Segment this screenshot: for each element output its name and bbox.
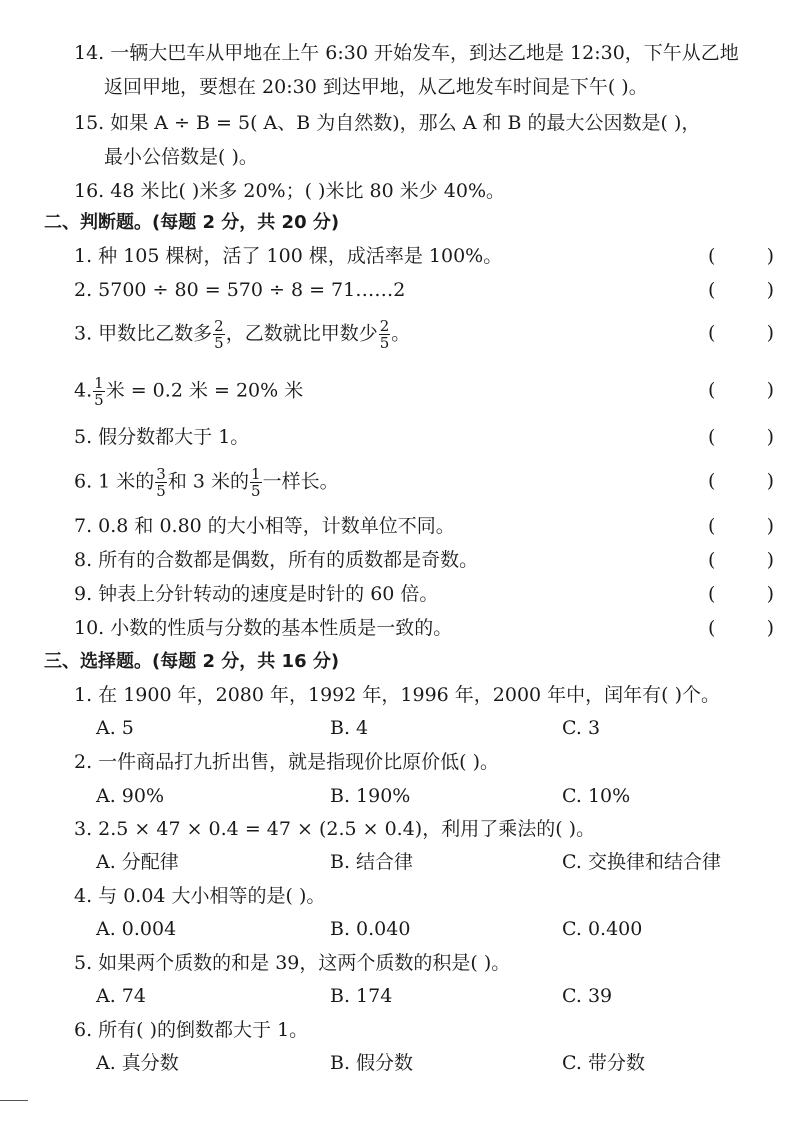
choice-question-6: 6. 所有( )的倒数都大于 1。: [74, 1019, 309, 1041]
paren-open: (: [708, 426, 716, 448]
fraction: [213, 318, 225, 351]
paren-open: (: [708, 322, 716, 344]
judge-q4-text-a: 4.: [74, 379, 93, 402]
judge-q3-text-c: 。: [391, 322, 411, 345]
fraction: [250, 466, 262, 499]
fraction-denominator: 5: [94, 391, 104, 409]
question-15-line2: 最小公倍数是( )。: [104, 146, 258, 168]
judge-question-4: [74, 375, 303, 408]
choice-option-c[interactable]: C. 0.400: [562, 918, 643, 940]
choice-option-b[interactable]: B. 假分数: [330, 1052, 414, 1074]
choice-option-a[interactable]: A. 分配律: [96, 851, 179, 873]
choice-question-2: 2. 一件商品打九折出售，就是指现价比原价低( )。: [74, 751, 500, 773]
answer-paren[interactable]: [708, 466, 774, 496]
choice-option-a[interactable]: A. 5: [96, 717, 134, 739]
fraction: [155, 466, 167, 499]
paren-close: ): [766, 426, 774, 448]
answer-paren[interactable]: [708, 241, 774, 271]
answer-paren[interactable]: [708, 579, 774, 609]
paren-close: ): [766, 549, 774, 571]
page-edge-mark: [0, 1100, 28, 1101]
choice-option-b[interactable]: B. 174: [330, 985, 393, 1007]
answer-paren[interactable]: [708, 511, 774, 541]
choice-option-a[interactable]: A. 90%: [96, 785, 165, 807]
fraction-denominator: 5: [156, 482, 166, 500]
fraction-numerator: 3: [156, 465, 166, 483]
judge-question-8: 8. 所有的合数都是偶数，所有的质数都是奇数。: [74, 549, 479, 571]
choice-question-1: 1. 在 1900 年，2080 年，1992 年，1996 年，2000 年中，闰年有( )个。: [74, 684, 721, 706]
fraction-numerator: 1: [251, 465, 261, 483]
paren-open: (: [708, 515, 716, 537]
choice-question-3: 3. 2.5 × 47 × 0.4 = 47 × (2.5 × 0.4)，利用了乘法的( )。: [74, 818, 596, 840]
paren-open: (: [708, 583, 716, 605]
choice-option-a[interactable]: A. 真分数: [96, 1052, 179, 1074]
judge-q4-text-b: 米 = 0.2 米 = 20% 米: [105, 379, 304, 402]
choice-option-c[interactable]: C. 39: [562, 985, 613, 1007]
paren-close: ): [766, 617, 774, 639]
paren-close: ): [766, 470, 774, 492]
choice-option-c[interactable]: C. 带分数: [562, 1052, 645, 1074]
choice-option-c[interactable]: C. 交换律和结合律: [562, 851, 721, 873]
paren-open: (: [708, 617, 716, 639]
question-14-line1: 14. 一辆大巴车从甲地在上午 6:30 开始发车，到达乙地是 12:30，下午从乙地: [74, 42, 739, 64]
fraction-denominator: 5: [379, 334, 390, 352]
question-15-line1: 15. 如果 A ÷ B = 5( A、B 为自然数)，那么 A 和 B 的最大公因数是( )，: [74, 112, 701, 134]
paren-close: ): [766, 379, 774, 401]
judge-question-3: [74, 318, 410, 351]
choice-option-c[interactable]: C. 3: [562, 717, 601, 739]
paren-close: ): [766, 322, 774, 344]
judge-question-2: 2. 5700 ÷ 80 = 570 ÷ 8 = 71……2: [74, 279, 406, 301]
paren-close: ): [766, 583, 774, 605]
judge-q3-text-b: ，乙数就比甲数少: [225, 322, 378, 345]
judge-q3-text-a: 3. 甲数比乙数多: [74, 322, 213, 345]
section-title-judge: 二、判断题。(每题 2 分，共 20 分): [44, 212, 340, 233]
paren-open: (: [708, 279, 716, 301]
judge-question-7: 7. 0.8 和 0.80 的大小相等，计数单位不同。: [74, 515, 455, 537]
question-14-line2: 返回甲地，要想在 20:30 到达甲地，从乙地发车时间是下午( )。: [104, 76, 648, 98]
fraction: [93, 375, 105, 408]
paren-close: ): [766, 245, 774, 267]
question-16: 16. 48 米比( )米多 20%；( )米比 80 米少 40%。: [74, 180, 505, 202]
choice-option-a[interactable]: A. 74: [96, 985, 146, 1007]
judge-q6-text-a: 6. 1 米的: [74, 470, 155, 493]
answer-paren[interactable]: [708, 545, 774, 575]
section-title-choice: 三、选择题。(每题 2 分，共 16 分): [44, 651, 340, 672]
fraction-denominator: 5: [214, 334, 224, 352]
judge-question-9: 9. 钟表上分针转动的速度是时针的 60 倍。: [74, 583, 439, 605]
judge-q6-text-b: 和 3 米的: [167, 470, 250, 493]
choice-option-b[interactable]: B. 190%: [330, 785, 411, 807]
answer-paren[interactable]: [708, 422, 774, 452]
choice-option-b[interactable]: B. 4: [330, 717, 369, 739]
fraction-numerator: 1: [94, 374, 104, 392]
judge-question-5: 5. 假分数都大于 1。: [74, 426, 250, 448]
choice-question-5: 5. 如果两个质数的和是 39，这两个质数的积是( )。: [74, 952, 511, 974]
choice-option-a[interactable]: A. 0.004: [96, 918, 177, 940]
fraction-numerator: 2: [379, 317, 390, 335]
choice-question-4: 4. 与 0.04 大小相等的是( )。: [74, 885, 326, 907]
judge-q6-text-c: 一样长。: [262, 470, 339, 493]
paren-close: ): [766, 515, 774, 537]
answer-paren[interactable]: [708, 613, 774, 643]
fraction: [379, 318, 391, 351]
paren-open: (: [708, 470, 716, 492]
judge-question-6: [74, 466, 339, 499]
paren-open: (: [708, 549, 716, 571]
answer-paren[interactable]: [708, 375, 774, 405]
judge-question-1: 1. 种 105 棵树，活了 100 棵，成活率是 100%。: [74, 245, 503, 267]
fraction-numerator: 2: [214, 317, 224, 335]
answer-paren[interactable]: [708, 275, 774, 305]
paren-close: ): [766, 279, 774, 301]
paren-open: (: [708, 245, 716, 267]
fraction-denominator: 5: [251, 482, 261, 500]
paren-open: (: [708, 379, 716, 401]
choice-option-b[interactable]: B. 结合律: [330, 851, 414, 873]
answer-paren[interactable]: [708, 318, 774, 348]
judge-question-10: 10. 小数的性质与分数的基本性质是一致的。: [74, 617, 453, 639]
choice-option-c[interactable]: C. 10%: [562, 785, 631, 807]
choice-option-b[interactable]: B. 0.040: [330, 918, 411, 940]
